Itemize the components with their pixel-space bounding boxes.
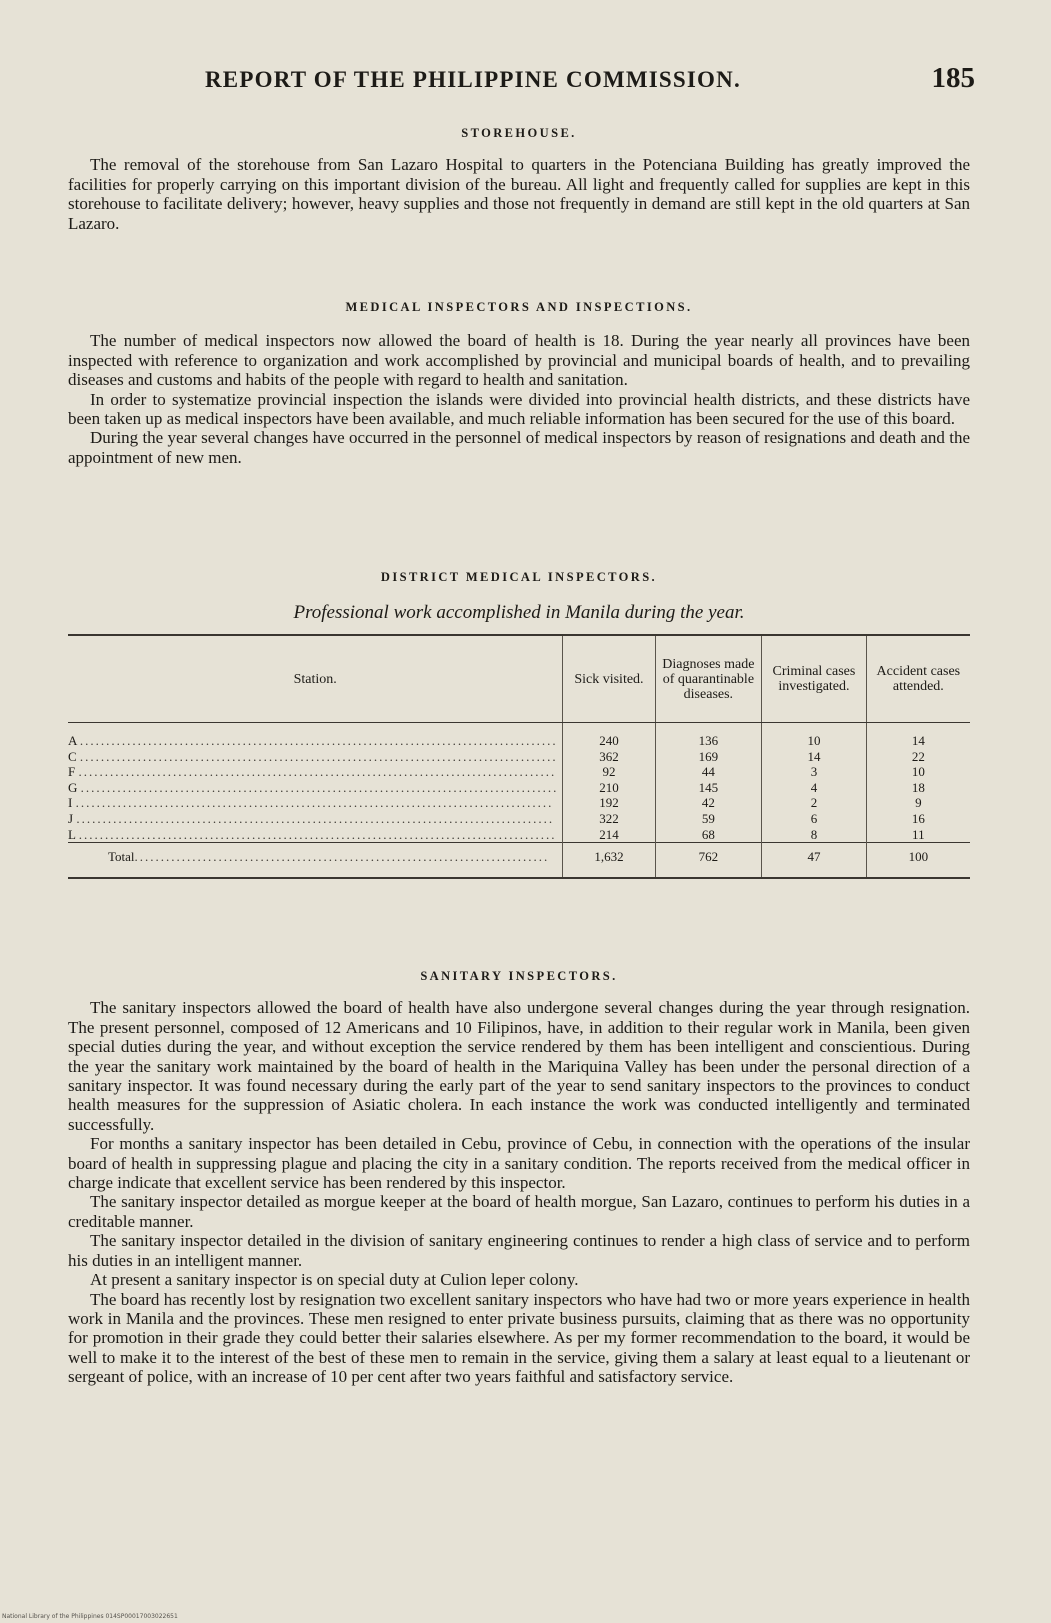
accident-cell: 22: [866, 749, 970, 765]
accident-cell: 10: [866, 764, 970, 780]
criminal-cell: 6: [762, 811, 866, 827]
table-header-row: [68, 635, 970, 723]
accident-cell: 9: [866, 795, 970, 811]
sick-cell: 362: [563, 749, 655, 765]
paragraph: The removal of the storehouse from San Lazaro Hospital to quarters in the Potenciana Building has greatly improved the facilities for properly carrying on this important division of the bureau. All light and frequently called for supplies are kept in this storehouse to facilitate delivery; however, heavy supplies and those not frequently in demand are still kept in the old quarters at San Lazaro.: [68, 155, 970, 233]
paragraph: At present a sanitary inspector is on special duty at Culion leper colony.: [90, 1270, 579, 1290]
page-header: [205, 62, 975, 95]
table-row: [68, 780, 970, 796]
station-cell: L ...........................................................................................: [68, 826, 557, 842]
column-header-diagnoses: Diagnoses made of quarantinable diseases.: [655, 635, 762, 723]
total-diagnoses-cell: 762: [655, 843, 762, 878]
station-cell: C ...........................................................................................: [68, 748, 558, 764]
criminal-cell: 2: [762, 795, 866, 811]
section-heading: STOREHOUSE.: [461, 126, 577, 140]
total-label-cell: Total...............................................................................: [68, 843, 563, 878]
diagnoses-cell: 59: [655, 811, 762, 827]
sick-cell: 210: [563, 780, 655, 796]
paragraph: The sanitary inspector detailed as morgue keeper at the board of health morgue, San Lazaro, continues to perform his duties in a creditable manner.: [68, 1192, 970, 1231]
criminal-cell: 8: [762, 827, 866, 843]
diagnoses-cell: 169: [655, 749, 762, 765]
station-cell: I ...........................................................................................: [68, 795, 554, 811]
paragraph: The sanitary inspectors allowed the board of health have also undergone several changes during the year through resignation. The present personnel, composed of 12 Americans and 10 Filipinos, have, in addition to their regular work in Manila, been given special duties during the year, and without exception the service rendered by them has been intelligent and conscientious. During the year the sanitary work maintained by the board of health in the Mariquina Valley has been under the personal direction of a sanitary inspector. It was found necessary during the early part of the year to send sanitary inspectors to the provinces to conduct health measures for the suppression of Asiatic cholera. In each instance the work was conducted intelligently and terminated successfully.: [68, 998, 970, 1134]
column-header-sick: Sick visited.: [563, 635, 655, 723]
paragraph: The number of medical inspectors now allowed the board of health is 18. During the year nearly all provinces have been inspected with reference to organization and work accomplished by provincial and municipal boards of health, and to prevailing diseases and customs and habits of the people with regard to health and sanitation.: [68, 331, 970, 390]
accident-cell: 18: [866, 780, 970, 796]
section-heading: SANITARY INSPECTORS.: [420, 969, 618, 983]
accident-cell: 11: [866, 827, 970, 843]
station-cell: J ...........................................................................................: [68, 810, 555, 826]
diagnoses-cell: 44: [655, 764, 762, 780]
sick-cell: 322: [563, 811, 655, 827]
table-row: [68, 811, 970, 827]
station-cell: A ...........................................................................................: [68, 733, 558, 748]
table-caption: Professional work accomplished in Manila during the year.: [293, 602, 745, 623]
station-cell: F ...........................................................................................: [68, 764, 557, 780]
table-row: [68, 795, 970, 811]
column-header-accident: Accident cases attended.: [866, 635, 970, 723]
accident-cell: 14: [866, 723, 970, 749]
sanitary-inspectors-section: [68, 967, 970, 1387]
paragraph: During the year several changes have occurred in the personnel of medical inspectors by reason of resignations and death and the appointment of new men.: [68, 428, 970, 467]
criminal-cell: 10: [762, 723, 866, 749]
diagnoses-cell: 145: [655, 780, 762, 796]
table-row: [68, 764, 970, 780]
column-header-station: Station.: [68, 635, 563, 723]
page-number: 185: [931, 62, 975, 94]
table-row: [68, 749, 970, 765]
sick-cell: 240: [563, 723, 655, 749]
paragraph: The sanitary inspector detailed in the division of sanitary engineering continues to render a high class of service and to perform his duties in an intelligent manner.: [68, 1231, 970, 1270]
criminal-cell: 14: [762, 749, 866, 765]
total-sick-cell: 1,632: [563, 843, 655, 878]
sick-cell: 214: [563, 827, 655, 843]
accident-cell: 16: [866, 811, 970, 827]
sick-cell: 92: [563, 764, 655, 780]
station-cell: G ...........................................................................................: [68, 779, 559, 795]
diagnoses-cell: 42: [655, 795, 762, 811]
running-title: REPORT OF THE PHILIPPINE COMMISSION.: [205, 67, 741, 92]
diagnoses-cell: 136: [655, 723, 762, 749]
medical-inspectors-section: [68, 298, 970, 467]
criminal-cell: 4: [762, 780, 866, 796]
table-row: [68, 827, 970, 843]
criminal-cell: 3: [762, 764, 866, 780]
total-criminal-cell: 47: [762, 843, 866, 878]
column-header-criminal: Criminal cases investigated.: [762, 635, 866, 723]
storehouse-section: [68, 124, 970, 233]
table-heading: DISTRICT MEDICAL INSPECTORS.: [380, 570, 658, 584]
district-table-section: [68, 570, 970, 879]
table-total-row: [68, 843, 970, 878]
total-accident-cell: 100: [866, 843, 970, 878]
section-heading: MEDICAL INSPECTORS AND INSPECTIONS.: [345, 300, 693, 314]
paragraph: In order to systematize provincial inspection the islands were divided into provincial health districts, and these districts have been taken up as medical inspectors have been available, and much reliable information has been secured for the use of this board.: [68, 389, 970, 429]
diagnoses-cell: 68: [655, 827, 762, 843]
paragraph: For months a sanitary inspector has been detailed in Cebu, province of Cebu, in connection with the operations of the insular board of health in suppressing plague and placing the city in a sanitary condition. The reports received from the medical officer in charge indicate that excellent service has been rendered by this inspector.: [68, 1134, 970, 1193]
paragraph: The board has recently lost by resignation two excellent sanitary inspectors who have had two or more years experience in health work in Manila and the provinces. These men resigned to enter private business pursuits, claiming that as there was no opportunity for promotion in their grade they could better their salaries elsewhere. As per my former recommendation to the board, it would be well to make it to the interest of the best of these men to remain in the service, giving them a salary at least equal to a lieutenant or sergeant of police, with an increase of 10 per cent after two years faithful and satisfactory service.: [68, 1289, 970, 1387]
sick-cell: 192: [563, 795, 655, 811]
table-row: [68, 723, 970, 749]
district-inspectors-table: [68, 634, 970, 879]
scan-footer: National Library of the Philippines 014SP00017003022651: [2, 1613, 178, 1620]
